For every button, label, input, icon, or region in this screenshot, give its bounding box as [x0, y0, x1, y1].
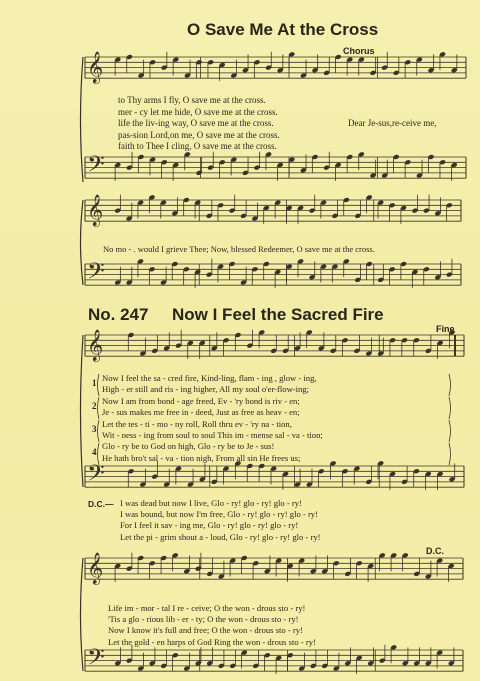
- lyric-line: to Thy arms I fly, O save me at the cross.: [118, 95, 266, 105]
- fine-label: Fine: [436, 324, 455, 334]
- lyric-line: I was bound, but now I'm free, Glo - ry! glo - ry! glo - ry!: [120, 509, 318, 520]
- song-title: Now I Feel the Sacred Fire: [172, 305, 384, 324]
- lyric-line: Life im - mor - tal I re - ceive; O the won - drous sto - ry!: [108, 603, 306, 613]
- lyric-line: pas-sion Lord,on me, O save me at the cross.: [118, 129, 280, 140]
- verse-bracket: [98, 397, 100, 419]
- system-brace: [81, 558, 84, 671]
- lyric-line: He hath bro't sal - va - tion nigh, From all sin He frees us;: [102, 452, 301, 463]
- lyric-line: Now I feel the sa - cred fire, Kind-ling, flam - ing , glow - ing,: [102, 373, 317, 383]
- lyric-line: faith to Thee I cling, O save me at the cross.: [118, 141, 277, 151]
- verse-bracket: [449, 397, 451, 419]
- clef-symbol: 𝄞: [87, 51, 104, 84]
- verse-bracket: [449, 374, 451, 396]
- verse-number: 3: [92, 424, 97, 434]
- lyric-line: I was dead but now I live, Glo - ry! glo - ry! glo - ry!: [120, 498, 302, 508]
- verse-bracket: [98, 374, 100, 396]
- clef-symbol: 𝄢: [87, 258, 105, 291]
- verse-bracket: [449, 420, 451, 442]
- lyric-line: Now I know it's full and free; O the won - drous sto - ry!: [108, 625, 303, 636]
- song-title: O Save Me At the Cross: [187, 20, 379, 39]
- hymn-number: No. 247: [88, 305, 149, 324]
- dc-label: D.C.: [426, 546, 444, 556]
- lyric-line: Let the tes - ti - mo - ny roll, Roll thru ev - 'ry na - tion,: [102, 418, 292, 429]
- chorus-lyric: Dear Je-sus,re-ceive me,: [348, 118, 437, 128]
- system-brace: [81, 200, 84, 285]
- system-brace: [81, 57, 84, 182]
- verse-bracket: [98, 420, 100, 442]
- chorus-lyric: No mo - . would I grieve Thee; Now, blessed Redeemer, O save me at the cross.: [103, 244, 375, 254]
- system-brace: [81, 335, 84, 487]
- lyric-line: High - er still and ris - ing higher, All my soul o'er-flow-ing;: [102, 384, 310, 395]
- clef-symbol: 𝄞: [87, 194, 104, 227]
- verse-number: 1: [92, 378, 97, 388]
- song2-verses: [102, 373, 323, 464]
- clef-symbol: 𝄢: [87, 644, 105, 677]
- verse-bracket: [449, 443, 451, 465]
- clef-symbol: 𝄢: [87, 151, 105, 184]
- lyric-line: Now I am from bond - age freed, Ev - 'ry bond is riv - en;: [102, 395, 300, 406]
- final-lyrics: [108, 603, 316, 648]
- dc-lyrics: [120, 498, 320, 543]
- lyric-line: Wit - ness - ing from soul to soul This im - mense sal - va - tion;: [102, 430, 323, 441]
- lyric-line: Je - sus makes me free in - deed, Just as free as heav - en;: [102, 407, 300, 418]
- lyric-line: For I feel it sav - ing me, Glo - ry! glo - ry! glo - ry!: [120, 520, 299, 531]
- song1-verse-lyrics: [118, 95, 280, 153]
- lyric-line: mer - cy let me hide, O save me at the cross.: [118, 106, 278, 117]
- lyric-line: 'Tis a glo - rious lib - er - ty; O the won - drous sto - ry!: [108, 614, 299, 625]
- clef-symbol: 𝄢: [87, 460, 105, 493]
- lyric-line: Let the gold - en harps of God Ring the won - drous sto - ry!: [108, 636, 316, 647]
- dc-label: D.C.—: [88, 499, 114, 509]
- verse-number: 4: [92, 447, 97, 457]
- clef-symbol: 𝄞: [87, 329, 104, 362]
- lyric-line: Let the pi - grim shout a - loud, Glo - ry! glo - ry! glo - ry!: [120, 531, 321, 542]
- lyric-line: Glo - ry be to God on high, Glo - ry be to Je - sus!: [102, 441, 275, 452]
- verse-number: 2: [92, 401, 97, 411]
- chorus-label: Chorus: [343, 46, 375, 56]
- lyric-line: life the liv-ing way, O save me at the cross.: [118, 118, 274, 128]
- clef-symbol: 𝄞: [87, 552, 104, 585]
